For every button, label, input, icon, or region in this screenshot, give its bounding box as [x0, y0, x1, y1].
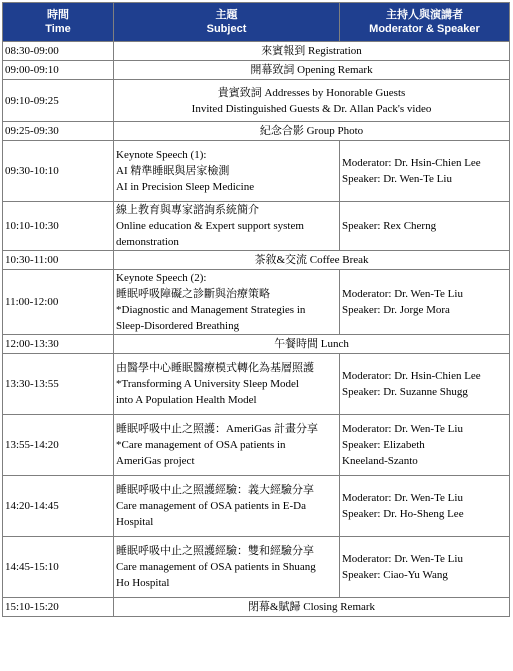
session-moderator-speaker [340, 354, 510, 415]
table-row [3, 251, 510, 270]
subject-line: *Diagnostic and Management Strategies in [116, 304, 306, 316]
moderator-speaker-line: Speaker: Dr. Suzanne Shugg [342, 386, 468, 398]
session-moderator-speaker [340, 415, 510, 476]
session-title [114, 80, 510, 122]
session-time: 13:30-13:55 [3, 354, 114, 415]
session-title [114, 598, 510, 617]
subject-line: AI in Precision Sleep Medicine [116, 181, 255, 193]
agenda-table [2, 2, 510, 617]
session-time: 13:55-14:20 [3, 415, 114, 476]
session-title-line: 閉幕&賦歸 Closing Remark [247, 601, 376, 613]
subject-line: Care management of OSA patients in Shuang [116, 561, 316, 573]
session-title [114, 61, 510, 80]
table-row [3, 354, 510, 415]
table-row [3, 476, 510, 537]
session-title [114, 42, 510, 61]
session-title-line: 開幕致詞 Opening Remark [250, 64, 373, 76]
session-moderator-speaker [340, 537, 510, 598]
table-row [3, 335, 510, 354]
session-moderator-speaker [340, 476, 510, 537]
table-row [3, 42, 510, 61]
session-subject [114, 415, 340, 476]
table-row [3, 270, 510, 335]
table-row [3, 80, 510, 122]
moderator-speaker-line: Moderator: Dr. Wen-Te Liu [342, 423, 463, 435]
subject-line: 睡眠呼吸中止之照護：AmeriGas 計畫分享 [116, 423, 318, 435]
header-moderator-zh: 主持人與演講者 [386, 9, 463, 21]
session-title [114, 251, 510, 270]
table-row [3, 202, 510, 251]
session-title-line: 來賓報到 Registration [261, 45, 362, 57]
moderator-speaker-line: Moderator: Dr. Wen-Te Liu [342, 492, 463, 504]
header-moderator [340, 3, 510, 42]
session-time: 11:00-12:00 [3, 270, 114, 335]
session-title [114, 122, 510, 141]
subject-line: Ho Hospital [116, 577, 170, 589]
subject-line: Online education & Expert support system [116, 220, 304, 232]
moderator-speaker-line: Kneeland-Szanto [342, 455, 418, 467]
session-time: 10:30-11:00 [3, 251, 114, 270]
subject-line: Keynote Speech (2): [116, 272, 207, 284]
subject-line: 睡眠呼吸中止之照護經驗：雙和經驗分享 [116, 545, 314, 557]
session-title-line: Invited Distinguished Guests & Dr. Allan Pack's video [191, 102, 432, 115]
subject-line: Hospital [116, 516, 154, 528]
subject-line: into A Population Health Model [116, 394, 257, 406]
subject-line: 睡眠呼吸中止之照護經驗：義大經驗分享 [116, 484, 314, 496]
session-subject [114, 354, 340, 415]
session-title-line: 紀念合影 Group Photo [259, 125, 364, 137]
session-time: 08:30-09:00 [3, 42, 114, 61]
header-time [3, 3, 114, 42]
session-time: 14:45-15:10 [3, 537, 114, 598]
session-title-line: 貴賓致詞 Addresses by Honorable Guests [217, 86, 406, 99]
subject-line: Keynote Speech (1): [116, 149, 207, 161]
session-subject [114, 270, 340, 335]
session-title [114, 335, 510, 354]
session-subject [114, 537, 340, 598]
header-subject-en: Subject [206, 23, 247, 35]
moderator-speaker-line: Speaker: Elizabeth [342, 439, 425, 451]
session-moderator-speaker [340, 270, 510, 335]
session-title-line: 午餐時間 Lunch [274, 338, 349, 350]
session-time: 09:25-09:30 [3, 122, 114, 141]
subject-line: *Care management of OSA patients in [116, 439, 286, 451]
subject-line: Care management of OSA patients in E-Da [116, 500, 307, 512]
table-row [3, 415, 510, 476]
session-time: 12:00-13:30 [3, 335, 114, 354]
moderator-speaker-line: Speaker: Ciao-Yu Wang [342, 569, 448, 581]
subject-line: Sleep-Disordered Breathing [116, 320, 240, 332]
session-title-line: 茶敘&交流 Coffee Break [254, 254, 369, 266]
session-time: 09:30-10:10 [3, 141, 114, 202]
subject-line: 線上教育與專家諮詢系統簡介 [116, 204, 259, 216]
moderator-speaker-line: Moderator: Dr. Hsin-Chien Lee [342, 370, 481, 382]
agenda-body [3, 42, 510, 617]
moderator-speaker-line: Speaker: Dr. Jorge Mora [342, 304, 450, 316]
session-time: 09:00-09:10 [3, 61, 114, 80]
session-subject [114, 141, 340, 202]
subject-line: AI 精準睡眠與居家檢測 [116, 165, 230, 177]
table-row [3, 122, 510, 141]
header-time-en: Time [45, 23, 71, 35]
header-time-zh: 時間 [47, 9, 69, 21]
subject-line: AmeriGas project [116, 455, 195, 467]
session-moderator-speaker [340, 202, 510, 251]
subject-line: *Transforming A University Sleep Model [116, 378, 299, 390]
table-row [3, 537, 510, 598]
header-moderator-en: Moderator & Speaker [369, 23, 480, 35]
header-subject-zh: 主題 [215, 9, 238, 21]
moderator-speaker-line: Moderator: Dr. Wen-Te Liu [342, 553, 463, 565]
moderator-speaker-line: Moderator: Dr. Hsin-Chien Lee [342, 157, 481, 169]
table-row [3, 61, 510, 80]
session-time: 10:10-10:30 [3, 202, 114, 251]
session-subject [114, 202, 340, 251]
subject-line: 睡眠呼吸障礙之診斷與治療策略 [116, 288, 270, 300]
session-time: 15:10-15:20 [3, 598, 114, 617]
table-row [3, 141, 510, 202]
session-time: 09:10-09:25 [3, 80, 114, 122]
session-subject [114, 476, 340, 537]
moderator-speaker-line: Moderator: Dr. Wen-Te Liu [342, 288, 463, 300]
header-row [3, 3, 510, 42]
session-time: 14:20-14:45 [3, 476, 114, 537]
moderator-speaker-line: Speaker: Rex Cherng [342, 220, 437, 232]
moderator-speaker-line: Speaker: Dr. Wen-Te Liu [342, 173, 452, 185]
subject-line: demonstration [116, 236, 179, 248]
subject-line: 由醫學中心睡眠醫療模式轉化為基層照護 [116, 362, 314, 374]
session-moderator-speaker [340, 141, 510, 202]
header-subject [114, 3, 340, 42]
table-row [3, 598, 510, 617]
moderator-speaker-line: Speaker: Dr. Ho-Sheng Lee [342, 508, 464, 520]
